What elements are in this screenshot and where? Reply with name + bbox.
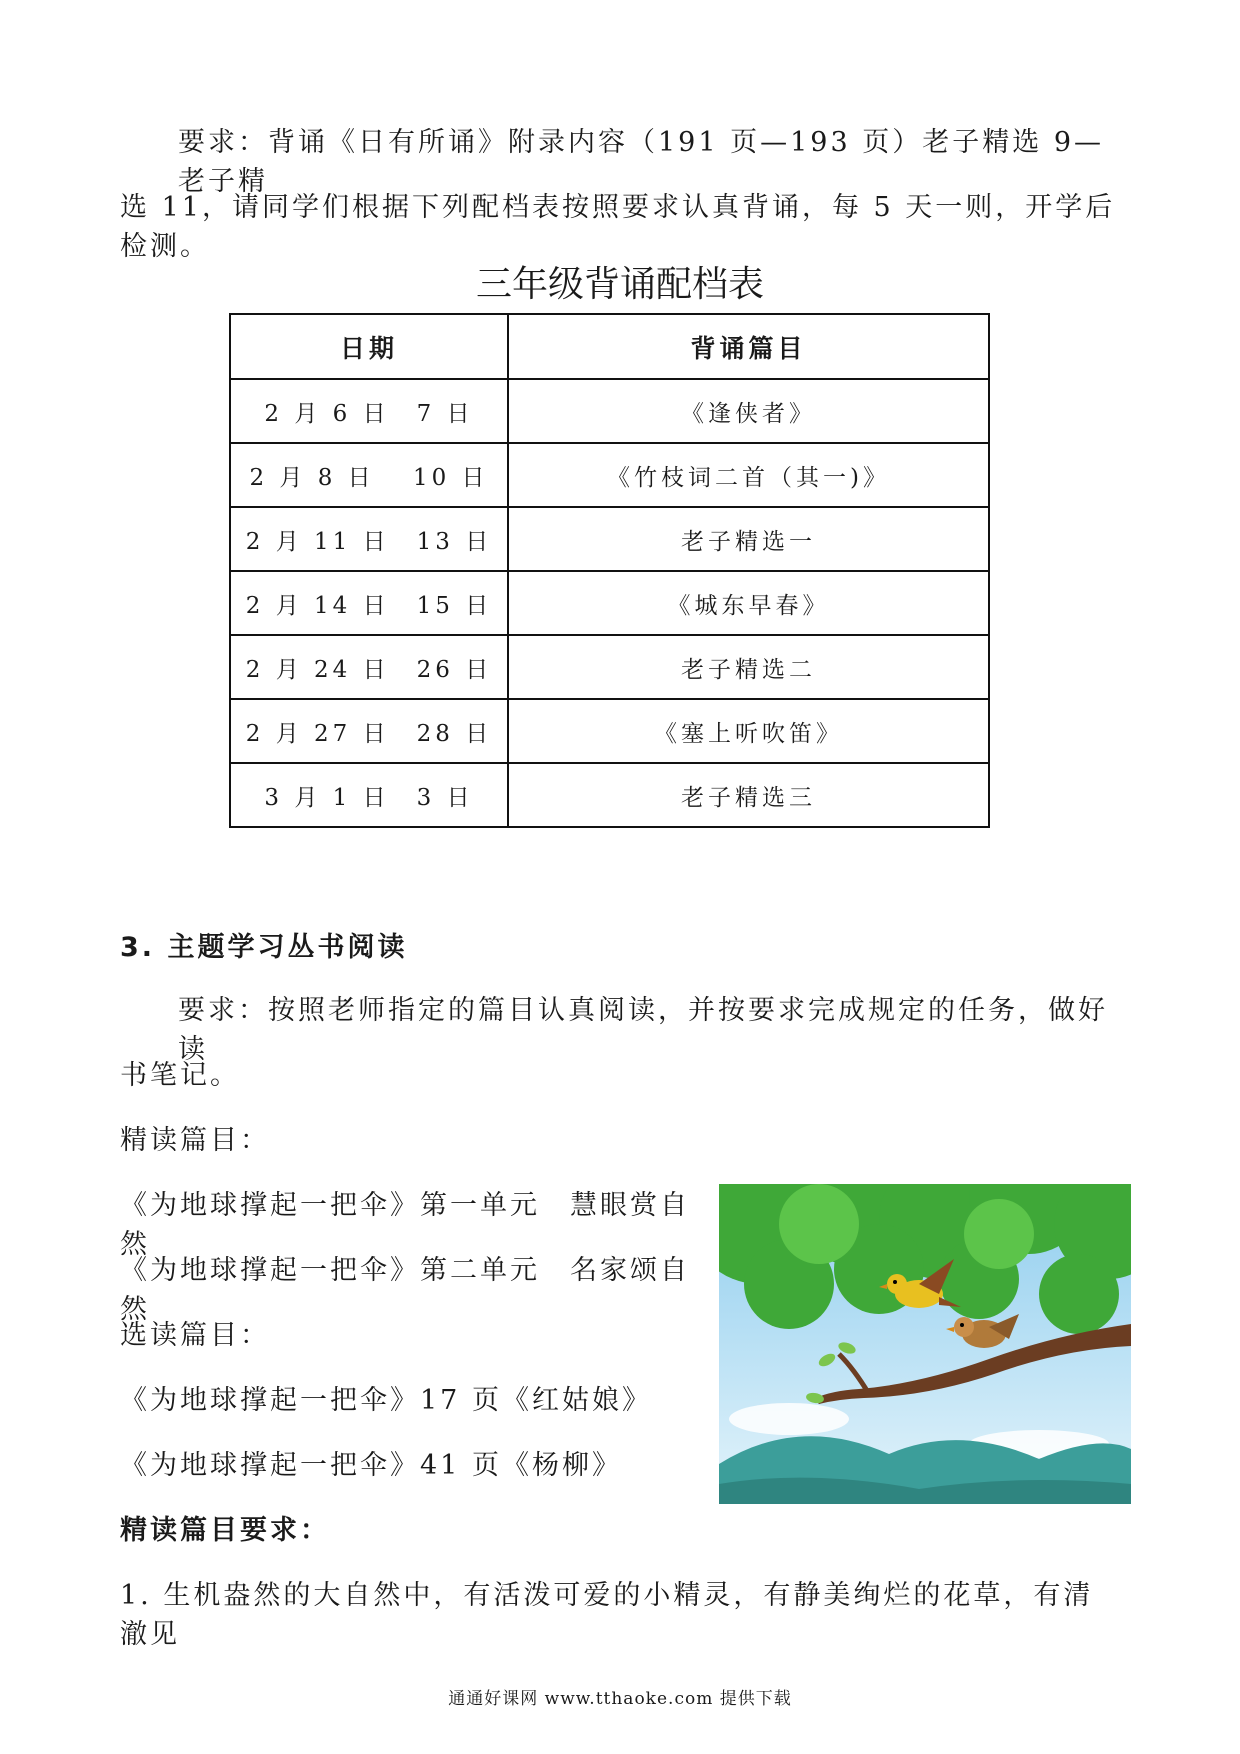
item-cell: 《塞上听吹笛》 [508,699,989,763]
item-cell: 《竹枝词二首（其一)》 [508,443,989,507]
item-cell: 《城东早春》 [508,571,989,635]
item-cell: 老子精选一 [508,507,989,571]
header-item: 背诵篇目 [508,314,989,379]
optional-reading-item: 《为地球撑起一把伞》41 页《杨柳》 [120,1450,622,1481]
birds-on-branch-illustration [719,1184,1131,1504]
table-title: 三年级背诵配档表 [475,264,764,305]
footer-credit: 通通好课网 www.tthaoke.com 提供下载 [448,1689,792,1709]
intensive-requirements-heading: 精读篇目要求： [120,1515,330,1546]
table-row [230,379,989,443]
intensive-reading-item: 《为地球撑起一把伞》第一单元 慧眼赏自然 [120,1190,690,1260]
section-3-heading: 3. 主题学习丛书阅读 [120,932,408,963]
table-row [230,699,989,763]
header-date: 日期 [230,314,508,379]
section-3-requirement-line-2: 书笔记。 [120,1060,240,1091]
item-cell: 老子精选二 [508,635,989,699]
item-cell: 《逢侠者》 [508,379,989,443]
intro-line-2: 选 11，请同学们根据下列配档表按照要求认真背诵，每 5 天一则，开学后检测。 [120,192,1116,262]
date-cell: 2 月 8 日 10 日 [230,443,508,507]
table-row [230,507,989,571]
item-cell: 老子精选三 [508,763,989,827]
intensive-reading-label: 精读篇目： [120,1125,270,1156]
table-header-row [230,314,989,379]
date-cell: 2 月 11 日 13 日 [230,507,508,571]
date-cell: 2 月 27 日 28 日 [230,699,508,763]
table-row [230,571,989,635]
optional-reading-label: 选读篇目： [120,1320,270,1351]
optional-reading-item: 《为地球撑起一把伞》17 页《红姑娘》 [120,1385,652,1416]
intensive-reading-item: 《为地球撑起一把伞》第二单元 名家颂自然 [120,1255,690,1325]
requirement-point-1: 1. 生机盎然的大自然中，有活泼可爱的小精灵，有静美绚烂的花草，有清澈见 [120,1580,1094,1650]
date-cell: 2 月 24 日 26 日 [230,635,508,699]
table-row [230,635,989,699]
section-3-requirement-line-1: 要求：按照老师指定的篇目认真阅读，并按要求完成规定的任务，做好读 [178,995,1108,1065]
table-row [230,763,989,827]
date-cell: 2 月 6 日 7 日 [230,379,508,443]
date-cell: 3 月 1 日 3 日 [230,763,508,827]
date-cell: 2 月 14 日 15 日 [230,571,508,635]
intro-line-1: 要求：背诵《日有所诵》附录内容（191 页—193 页）老子精选 9—老子精 [178,127,1104,197]
recitation-schedule-table [229,313,990,828]
table-row [230,443,989,507]
